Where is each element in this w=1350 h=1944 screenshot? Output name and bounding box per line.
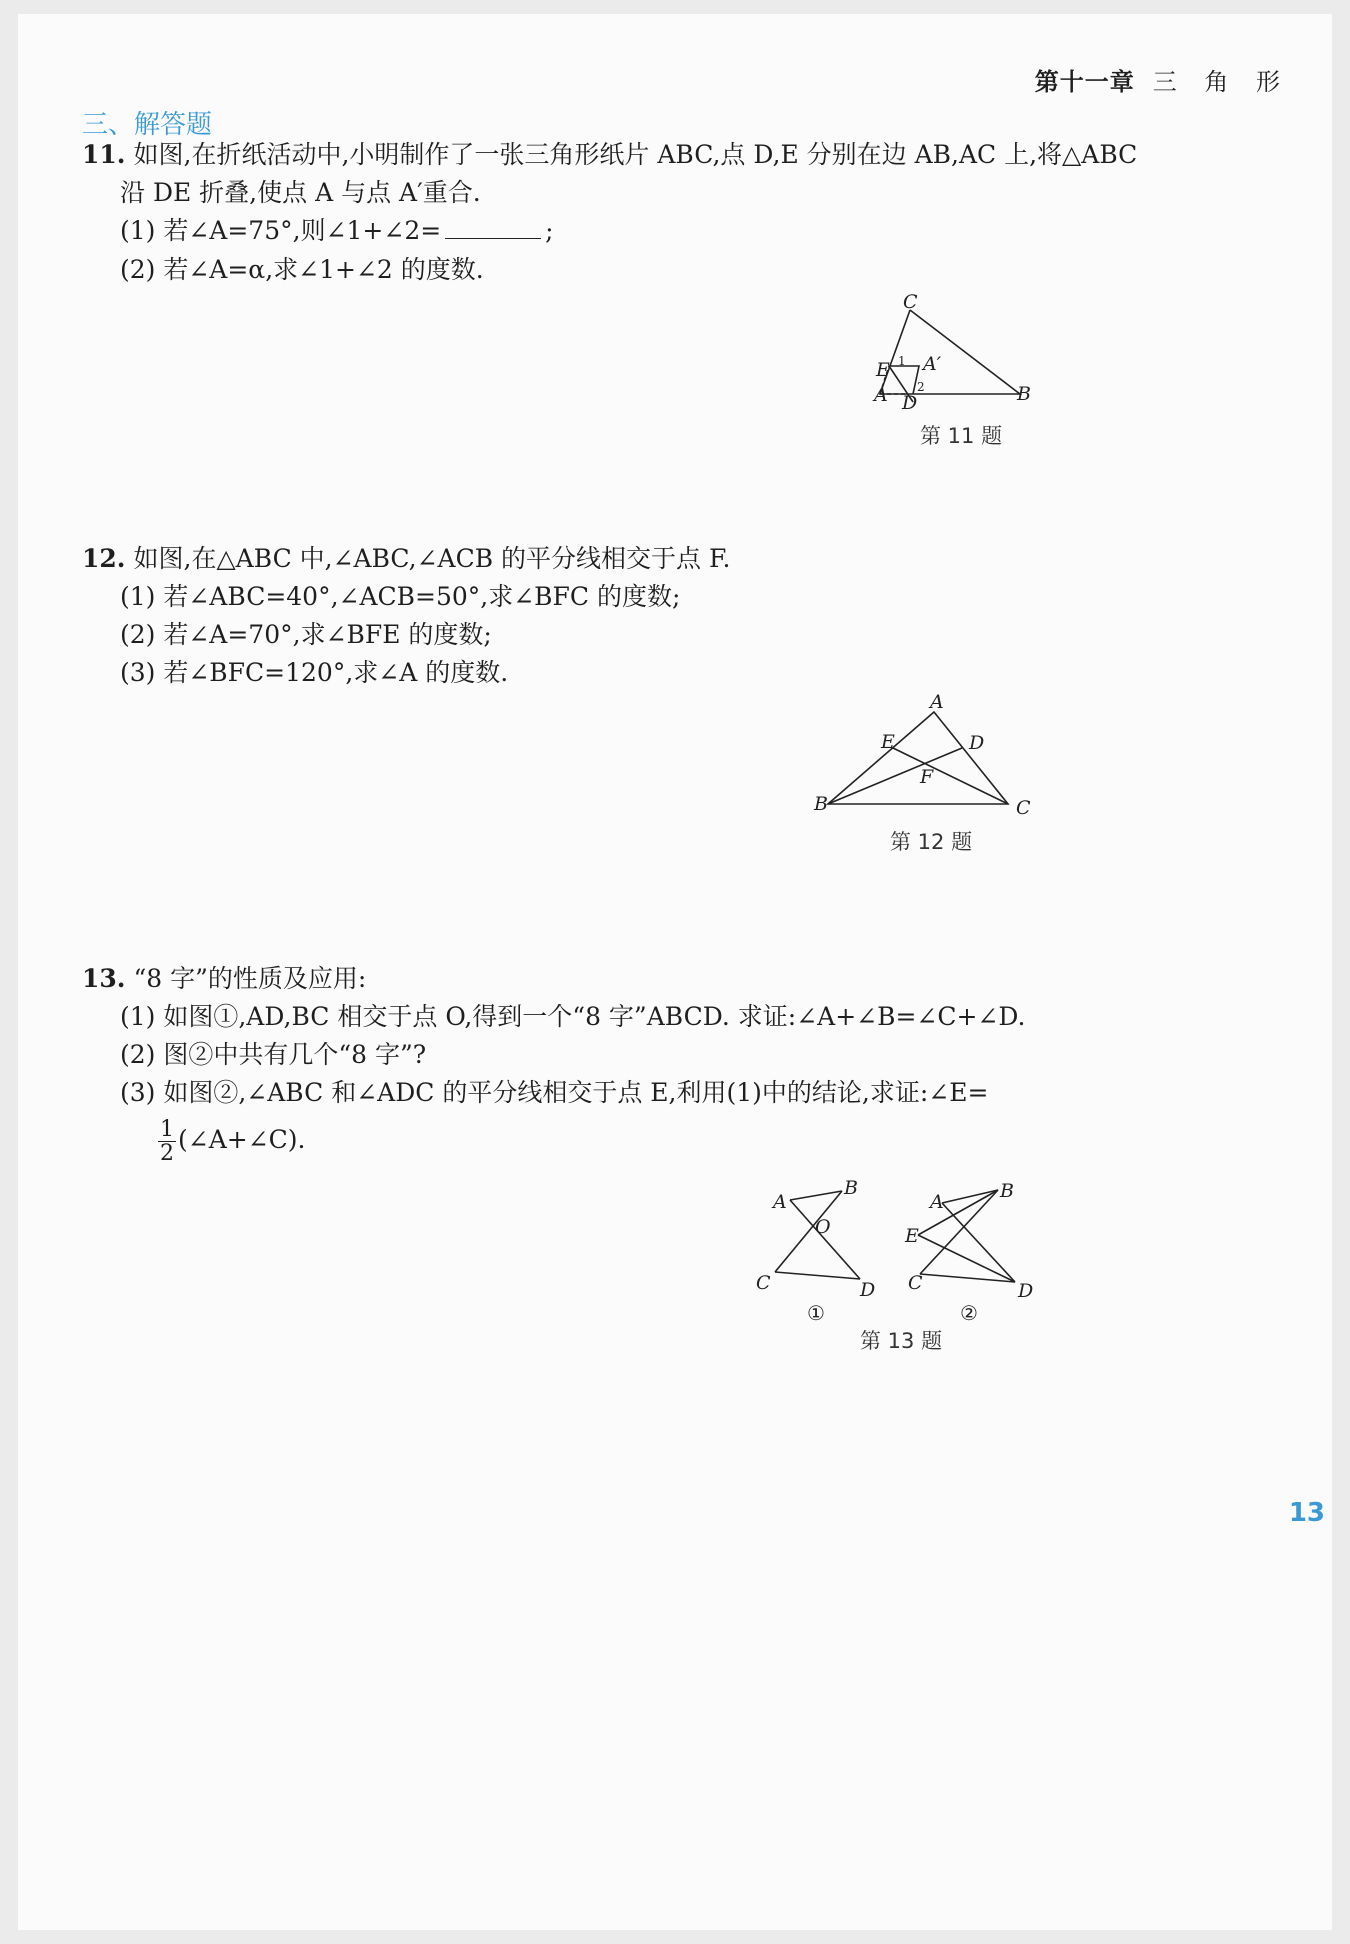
q11-label-c: C <box>903 291 918 313</box>
q13-part3-continuation <box>158 1118 305 1165</box>
q11-label-d: D <box>902 392 918 414</box>
q11-number: 11. <box>82 140 126 169</box>
fraction-denominator: 2 <box>160 1141 174 1167</box>
fig2-segment-ab <box>942 1190 998 1203</box>
q13-part3-end: (∠A+∠C). <box>178 1125 306 1155</box>
fig1-label-b: B <box>844 1177 858 1199</box>
q12-text-line1: 如图,在△ABC 中,∠ABC,∠ACB 的平分线相交于点 F. <box>133 544 731 573</box>
fig2-marker: ② <box>960 1301 978 1325</box>
q12-label-a: A <box>930 691 944 713</box>
one-half-fraction <box>158 1118 176 1165</box>
q11-part2: (2) 若∠A=α,求∠1+∠2 的度数. <box>120 255 484 284</box>
q11-line1 <box>82 140 1137 170</box>
q11-label-a-prime: A′ <box>923 353 942 375</box>
q11-angle-1: 1 <box>898 354 906 368</box>
q11-part1 <box>120 216 554 246</box>
chapter-header <box>1035 62 1290 97</box>
q13-part3: (3) 如图②,∠ABC 和∠ADC 的平分线相交于点 E,利用(1)中的结论,求证:∠E= <box>120 1078 989 1107</box>
chapter-label: 第十一章 <box>1034 68 1135 96</box>
q11-text-line1: 如图,在折纸活动中,小明制作了一张三角形纸片 ABC,点 D,E 分别在边 AB,AC 上,将△ABC <box>133 140 1138 169</box>
q11-part1-end: ; <box>545 216 554 245</box>
q13-part2: (2) 图②中共有几个“8 字”? <box>120 1040 427 1069</box>
q11-text-line2: 沿 DE 折叠,使点 A 与点 A′重合. <box>120 178 481 207</box>
q12-number: 12. <box>82 544 126 573</box>
q12-label-b: B <box>814 793 828 815</box>
q11-part1-text: (1) 若∠A=75°,则∠1+∠2= <box>120 216 442 245</box>
q12-line1 <box>82 544 730 574</box>
q12-figure <box>800 690 1040 825</box>
fig2-label-e: E <box>905 1225 919 1247</box>
q13-number: 13. <box>82 964 126 993</box>
q11-figure <box>860 290 1040 420</box>
fraction-numerator: 1 <box>160 1117 174 1142</box>
q12-part2: (2) 若∠A=70°,求∠BFE 的度数; <box>120 620 492 649</box>
fig1-label-o: O <box>815 1216 831 1238</box>
page-number: 13 <box>1288 1498 1325 1528</box>
q11-label-a: A <box>874 384 888 406</box>
q12-part1: (1) 若∠ABC=40°,∠ACB=50°,求∠BFC 的度数; <box>120 582 681 611</box>
q13-caption: 第 13 题 <box>860 1329 943 1353</box>
fig1-label-c: C <box>756 1272 771 1294</box>
section-title: 三、解答题 <box>82 110 213 140</box>
fig1-marker: ① <box>807 1301 825 1325</box>
q12-part3: (3) 若∠BFC=120°,求∠A 的度数. <box>120 658 509 687</box>
q13-part1: (1) 如图①,AD,BC 相交于点 O,得到一个“8 字”ABCD. 求证:∠A+∠B=∠C+∠D. <box>120 1002 1026 1031</box>
q11-triangle-abc <box>880 310 1020 394</box>
fig1-segment-cd <box>775 1272 860 1279</box>
q12-label-e: E <box>881 731 895 753</box>
answer-blank[interactable] <box>445 218 541 239</box>
q11-label-b: B <box>1017 383 1031 405</box>
q12-bisector-ce <box>893 748 1008 804</box>
fig1-segment-ab <box>790 1191 842 1200</box>
fig1-label-a: A <box>773 1191 787 1213</box>
q12-label-c: C <box>1016 797 1031 819</box>
q11-caption: 第 11 题 <box>920 424 1003 448</box>
q12-label-d: D <box>969 732 985 754</box>
q12-bisector-bd <box>828 748 962 804</box>
fig2-label-b: B <box>1000 1180 1014 1202</box>
fig2-label-c: C <box>908 1272 923 1294</box>
q13-line1 <box>82 964 366 994</box>
q13-figures <box>750 1175 1050 1325</box>
q11-angle-2: 2 <box>917 380 925 394</box>
q12-caption: 第 12 题 <box>890 830 973 854</box>
q13-text-line1: “8 字”的性质及应用: <box>133 964 367 993</box>
q11-label-e: E <box>876 359 890 381</box>
fig2-label-a: A <box>930 1191 944 1213</box>
chapter-subject: 三 角 形 <box>1152 68 1290 96</box>
q12-label-f: F <box>920 766 934 788</box>
fig1-label-d: D <box>860 1279 876 1301</box>
fig2-label-d: D <box>1018 1280 1034 1302</box>
